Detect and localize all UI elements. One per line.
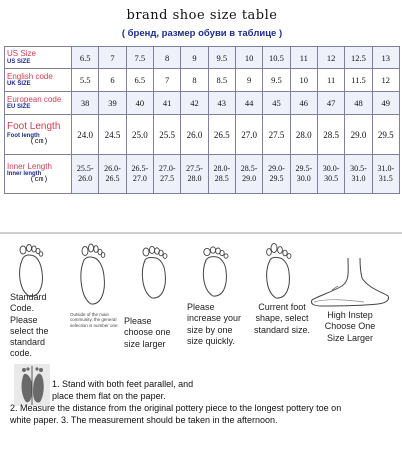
foot-caption-6: High Instep Choose One Size Larger — [324, 310, 376, 343]
size-cell: 27.0-27.5 — [153, 155, 180, 194]
current-foot-icon — [262, 242, 294, 300]
row-label — [5, 92, 72, 115]
chart-title: brand shoe size table — [126, 8, 278, 23]
instruction-line-3: 2. Measure the distance from the original pottery piece to the longest pottery toe on — [10, 403, 342, 413]
size-cell: 8 — [181, 69, 208, 92]
instruction-line-1: 1. Stand with both feet parallel, and — [52, 379, 194, 389]
foot-caption-4: Please increase your size by one size quickly. — [187, 302, 242, 346]
size-cell: 28.0 — [290, 115, 317, 155]
size-cell: 5.5 — [72, 69, 99, 92]
size-cell: 30.5-31.0 — [345, 155, 372, 194]
size-row — [5, 155, 400, 194]
size-cell: 40 — [126, 92, 153, 115]
chart-subtitle: ( бренд, размер обуви в таблице ) — [121, 28, 283, 39]
size-cell: 11 — [317, 69, 344, 92]
size-cell: 39 — [99, 92, 126, 115]
foot-caption-2: Outside of the main community, the general selection is number one. — [70, 312, 119, 328]
high-instep-foot-icon — [308, 256, 396, 308]
size-cell: 49 — [372, 92, 399, 115]
size-cell: 27.0 — [235, 115, 262, 155]
row-label-primary: Inner Length — [7, 161, 52, 171]
row-label — [5, 47, 72, 69]
size-cell: 10.5 — [263, 47, 290, 69]
size-cell: 38 — [72, 92, 99, 115]
size-cell: 43 — [208, 92, 235, 115]
size-row — [5, 69, 400, 92]
size-cell: 26.5-27.0 — [126, 155, 153, 194]
size-cell: 25.0 — [126, 115, 153, 155]
measure-feet-icon — [14, 364, 50, 406]
row-label-unit: (cm) — [29, 176, 48, 185]
size-cell: 9.5 — [208, 47, 235, 69]
size-cell: 24.0 — [72, 115, 99, 155]
measurement-instructions — [10, 360, 400, 455]
size-cell: 9 — [235, 69, 262, 92]
instruction-line-2: place them flat on the paper. — [52, 391, 166, 401]
foot-caption-1: Standard Code. Please select the standard code. — [10, 292, 49, 359]
size-cell: 12 — [317, 47, 344, 69]
wide-foot-icon — [200, 242, 230, 298]
size-cell: 48 — [345, 92, 372, 115]
size-cell: 8.5 — [208, 69, 235, 92]
size-cell: 12.5 — [345, 47, 372, 69]
size-cell: 7.5 — [126, 47, 153, 69]
size-cell: 11 — [290, 47, 317, 69]
size-cell: 24.5 — [99, 115, 126, 155]
size-cell: 46 — [290, 92, 317, 115]
size-cell: 27.5 — [263, 115, 290, 155]
size-cell: 29.5 — [372, 115, 399, 155]
row-label-primary: European code — [7, 94, 62, 104]
size-cell: 41 — [153, 92, 180, 115]
foot-type-guide — [0, 238, 402, 358]
row-label — [5, 69, 72, 92]
row-label-secondary: US SIZE — [7, 58, 31, 65]
standard-foot-icon — [14, 242, 48, 298]
size-cell: 44 — [235, 92, 262, 115]
row-label-secondary: UK SIZE — [7, 81, 31, 88]
size-cell: 8 — [153, 47, 180, 69]
size-cell: 25.5 — [153, 115, 180, 155]
size-cell: 10 — [235, 47, 262, 69]
size-row — [5, 115, 400, 155]
size-cell: 47 — [317, 92, 344, 115]
instruction-line-4: white paper. 3. The measurement should be taken in the afternoon. — [10, 415, 278, 425]
size-row — [5, 47, 400, 69]
size-cell: 7 — [99, 47, 126, 69]
size-cell: 28.5-29.0 — [235, 155, 262, 194]
size-cell: 6 — [99, 69, 126, 92]
wide-toe-foot-icon — [138, 242, 170, 300]
size-table — [4, 46, 400, 194]
size-cell: 25.5-26.0 — [72, 155, 99, 194]
row-label-secondary: Inner length — [7, 171, 42, 178]
size-cell: 26.0 — [181, 115, 208, 155]
size-cell: 13 — [372, 47, 399, 69]
row-label-primary: US Size — [7, 49, 36, 59]
size-cell: 9.5 — [263, 69, 290, 92]
size-cell: 29.0 — [345, 115, 372, 155]
row-label — [5, 115, 72, 155]
size-cell: 28.0-28.5 — [208, 155, 235, 194]
size-cell: 31.0-31.5 — [372, 155, 399, 194]
size-chart-sheet — [4, 4, 400, 204]
row-label-secondary: Foot length — [7, 132, 40, 139]
size-cell: 27.5-28.0 — [181, 155, 208, 194]
size-cell: 28.5 — [317, 115, 344, 155]
size-cell: 6.5 — [126, 69, 153, 92]
size-cell: 12 — [372, 69, 399, 92]
size-cell: 42 — [181, 92, 208, 115]
section-divider — [0, 232, 402, 234]
size-cell: 26.5 — [208, 115, 235, 155]
size-cell: 45 — [263, 92, 290, 115]
row-label-unit: (cm) — [29, 137, 48, 146]
size-cell: 9 — [181, 47, 208, 69]
size-cell: 11.5 — [345, 69, 372, 92]
size-cell: 29.5-30.0 — [290, 155, 317, 194]
size-cell: 6.5 — [72, 47, 99, 69]
row-label-primary: English code — [7, 71, 53, 81]
row-label — [5, 155, 72, 194]
size-cell: 30.0-30.5 — [317, 155, 344, 194]
size-cell: 26.0-26.5 — [99, 155, 126, 194]
narrow-foot-icon — [76, 242, 110, 306]
row-label-secondary: EU SIZE — [7, 104, 31, 111]
size-cell: 7 — [153, 69, 180, 92]
size-cell: 10 — [290, 69, 317, 92]
foot-caption-5: Current foot shape, select standard size. — [253, 302, 311, 335]
row-label-primary: Foot Length — [7, 121, 61, 133]
size-row — [5, 92, 400, 115]
foot-caption-3: Please choose one size larger — [124, 316, 171, 349]
size-cell: 29.0-29.5 — [263, 155, 290, 194]
